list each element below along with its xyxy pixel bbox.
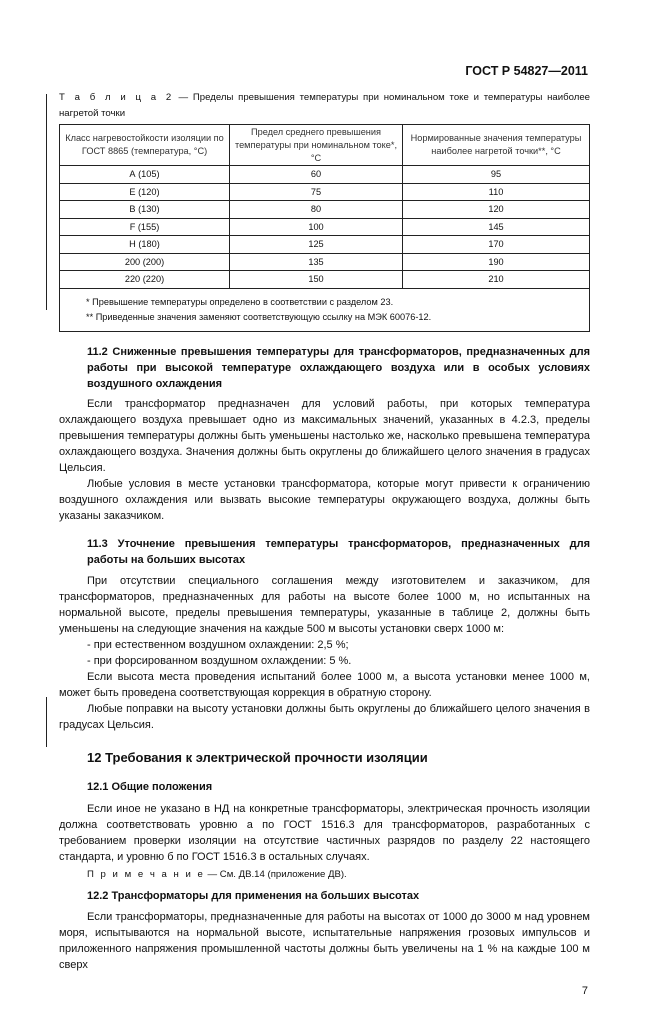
table-cell: 125 [230,236,403,254]
section-12-2 [59,888,590,973]
table-caption [59,90,590,122]
change-bar [46,697,47,747]
table-row [60,183,590,201]
paragraph: Если иное не указано в НД на конкретные трансформаторы, электрическая прочность изоляции должна соответствовать уровню а по ГОСТ 1516.3 для трансформаторов, разработанных с требованием проверки изоляции на отсутствие частичных разрядов по разделу 22 настоящего стандарта, и уровню б по ГОСТ 1516.3 в остальных случаях. [59,802,590,863]
note-label: П р и м е ч а н и е [87,868,205,880]
table-footnotes [60,288,590,331]
table-cell: 110 [403,183,590,201]
table-cell: 200 (200) [60,253,230,271]
table-cell: 75 [230,183,403,201]
column-header: Предел среднего превышения температуры при номинальном токе*, °С [230,125,403,166]
paragraph: Если трансформаторы, предназначенные для работы на высотах от 1000 до 3000 м над уровнем моря, испытываются на нормальной высоте, испытательные напряжения грозовых импульсов и приложенного напряжения промышленной частоты должны быть увеличены на 1 % на каждые 100 м сверх [59,910,590,971]
table-header-row [60,125,590,166]
paragraph: Любые условия в месте установки трансформатора, которые могут привести к ограничению воздушного охлаждения или вызвать высокие температуры окружающего воздуха, должны быть указаны заказчиком. [59,477,590,522]
table-cell: 150 [230,271,403,289]
column-header: Класс нагревостойкости изоляции по ГОСТ 8865 (температура, °С) [60,125,230,166]
section-12 [59,749,590,767]
table-cell: F (155) [60,218,230,236]
table-row [60,236,590,254]
table-cell: 220 (220) [60,271,230,289]
paragraph: Если высота места проведения испытаний более 1000 м, а высота установки менее 1000 м, может быть проведена соответствующая коррекция в обратную сторону. [59,670,590,699]
list-item: - при естественном воздушном охлаждении: 2,5 %; [87,638,349,651]
table-cell: 190 [403,253,590,271]
paragraph: Любые поправки на высоту установки должны быть округлены до ближайшего целого значения в градусах Цельсия. [59,702,590,731]
table-cell: 100 [230,218,403,236]
table-cell: 80 [230,201,403,219]
table-cell: Н (180) [60,236,230,254]
section-11-2 [59,344,590,524]
document-body [59,90,590,1027]
section-heading: 12.1 Общие положения [87,780,213,793]
section-12-1 [59,779,590,883]
column-header: Нормированные значения температуры наиболее нагретой точки**, °С [403,125,590,166]
list-item: - при форсированном воздушном охлаждении: 5 %. [87,654,352,667]
table-row [60,166,590,184]
table-cell: 210 [403,271,590,289]
caption-label: Т а б л и ц а 2 [59,92,174,103]
table-row [60,271,590,289]
note [59,867,590,883]
section-heading: 11.3 Уточнение превышения температуры трансформаторов, предназначенных для работы на больших высотах [87,537,590,566]
change-bar [46,94,47,310]
table-cell: 60 [230,166,403,184]
table-row [60,253,590,271]
section-11-3 [59,536,590,733]
table-cell: В (130) [60,201,230,219]
section-heading: 12.2 Трансформаторы для применения на больших высотах [87,889,420,902]
table-cell: 145 [403,218,590,236]
table-cell: 170 [403,236,590,254]
table-row [60,201,590,219]
paragraph: Если трансформатор предназначен для условий работы, при которых температура охлаждающего воздуха превышает одно из максимальных значений, указанных в 4.2.3, пределы превышения температуры должны быть уменьшены настолько же, насколько превышена температура охлаждающего воздуха. Значения должны быть округлены до ближайшего целого значения в градусах Цельсия. [59,397,590,474]
table-cell: 135 [230,253,403,271]
table-cell: Е (120) [60,183,230,201]
table-cell: А (105) [60,166,230,184]
section-heading: 11.2 Сниженные превышения температуры для трансформаторов, предназначенных для работы при высокой температуре охлаждающего воздуха или в особых условиях воздушного охлаждения [87,345,590,390]
section-heading: 12 Требования к электрической прочности изоляции [87,749,428,765]
footnote: ** Приведенные значения заменяют соответствующую ссылку на МЭК 60076-12. [86,311,432,322]
table-cell: 120 [403,201,590,219]
paragraph: При отсутствии специального соглашения между изготовителем и заказчиком, для трансформаторов, предназначенных для работы на высоте более 1000 м, но испытанных на нормальной высоте, пределы превышения температуры, указанные в таблице 2, должны быть уменьшены на следующие значения на каждые 500 м высоты установки сверх 1000 м: [59,574,590,635]
footnote: * Превышение температуры определено в соответствии с разделом 23. [86,296,394,307]
table-cell: 95 [403,166,590,184]
table-2 [59,124,590,332]
page-number: 7 [581,984,588,997]
document-header: ГОСТ Р 54827—2011 [465,64,588,78]
caption-text: — Пределы превышения температуры при номинальном токе и температуры наиболее нагретой точки [59,92,590,119]
table-row [60,218,590,236]
note-text: — См. ДВ.14 (приложение ДВ). [204,868,347,880]
